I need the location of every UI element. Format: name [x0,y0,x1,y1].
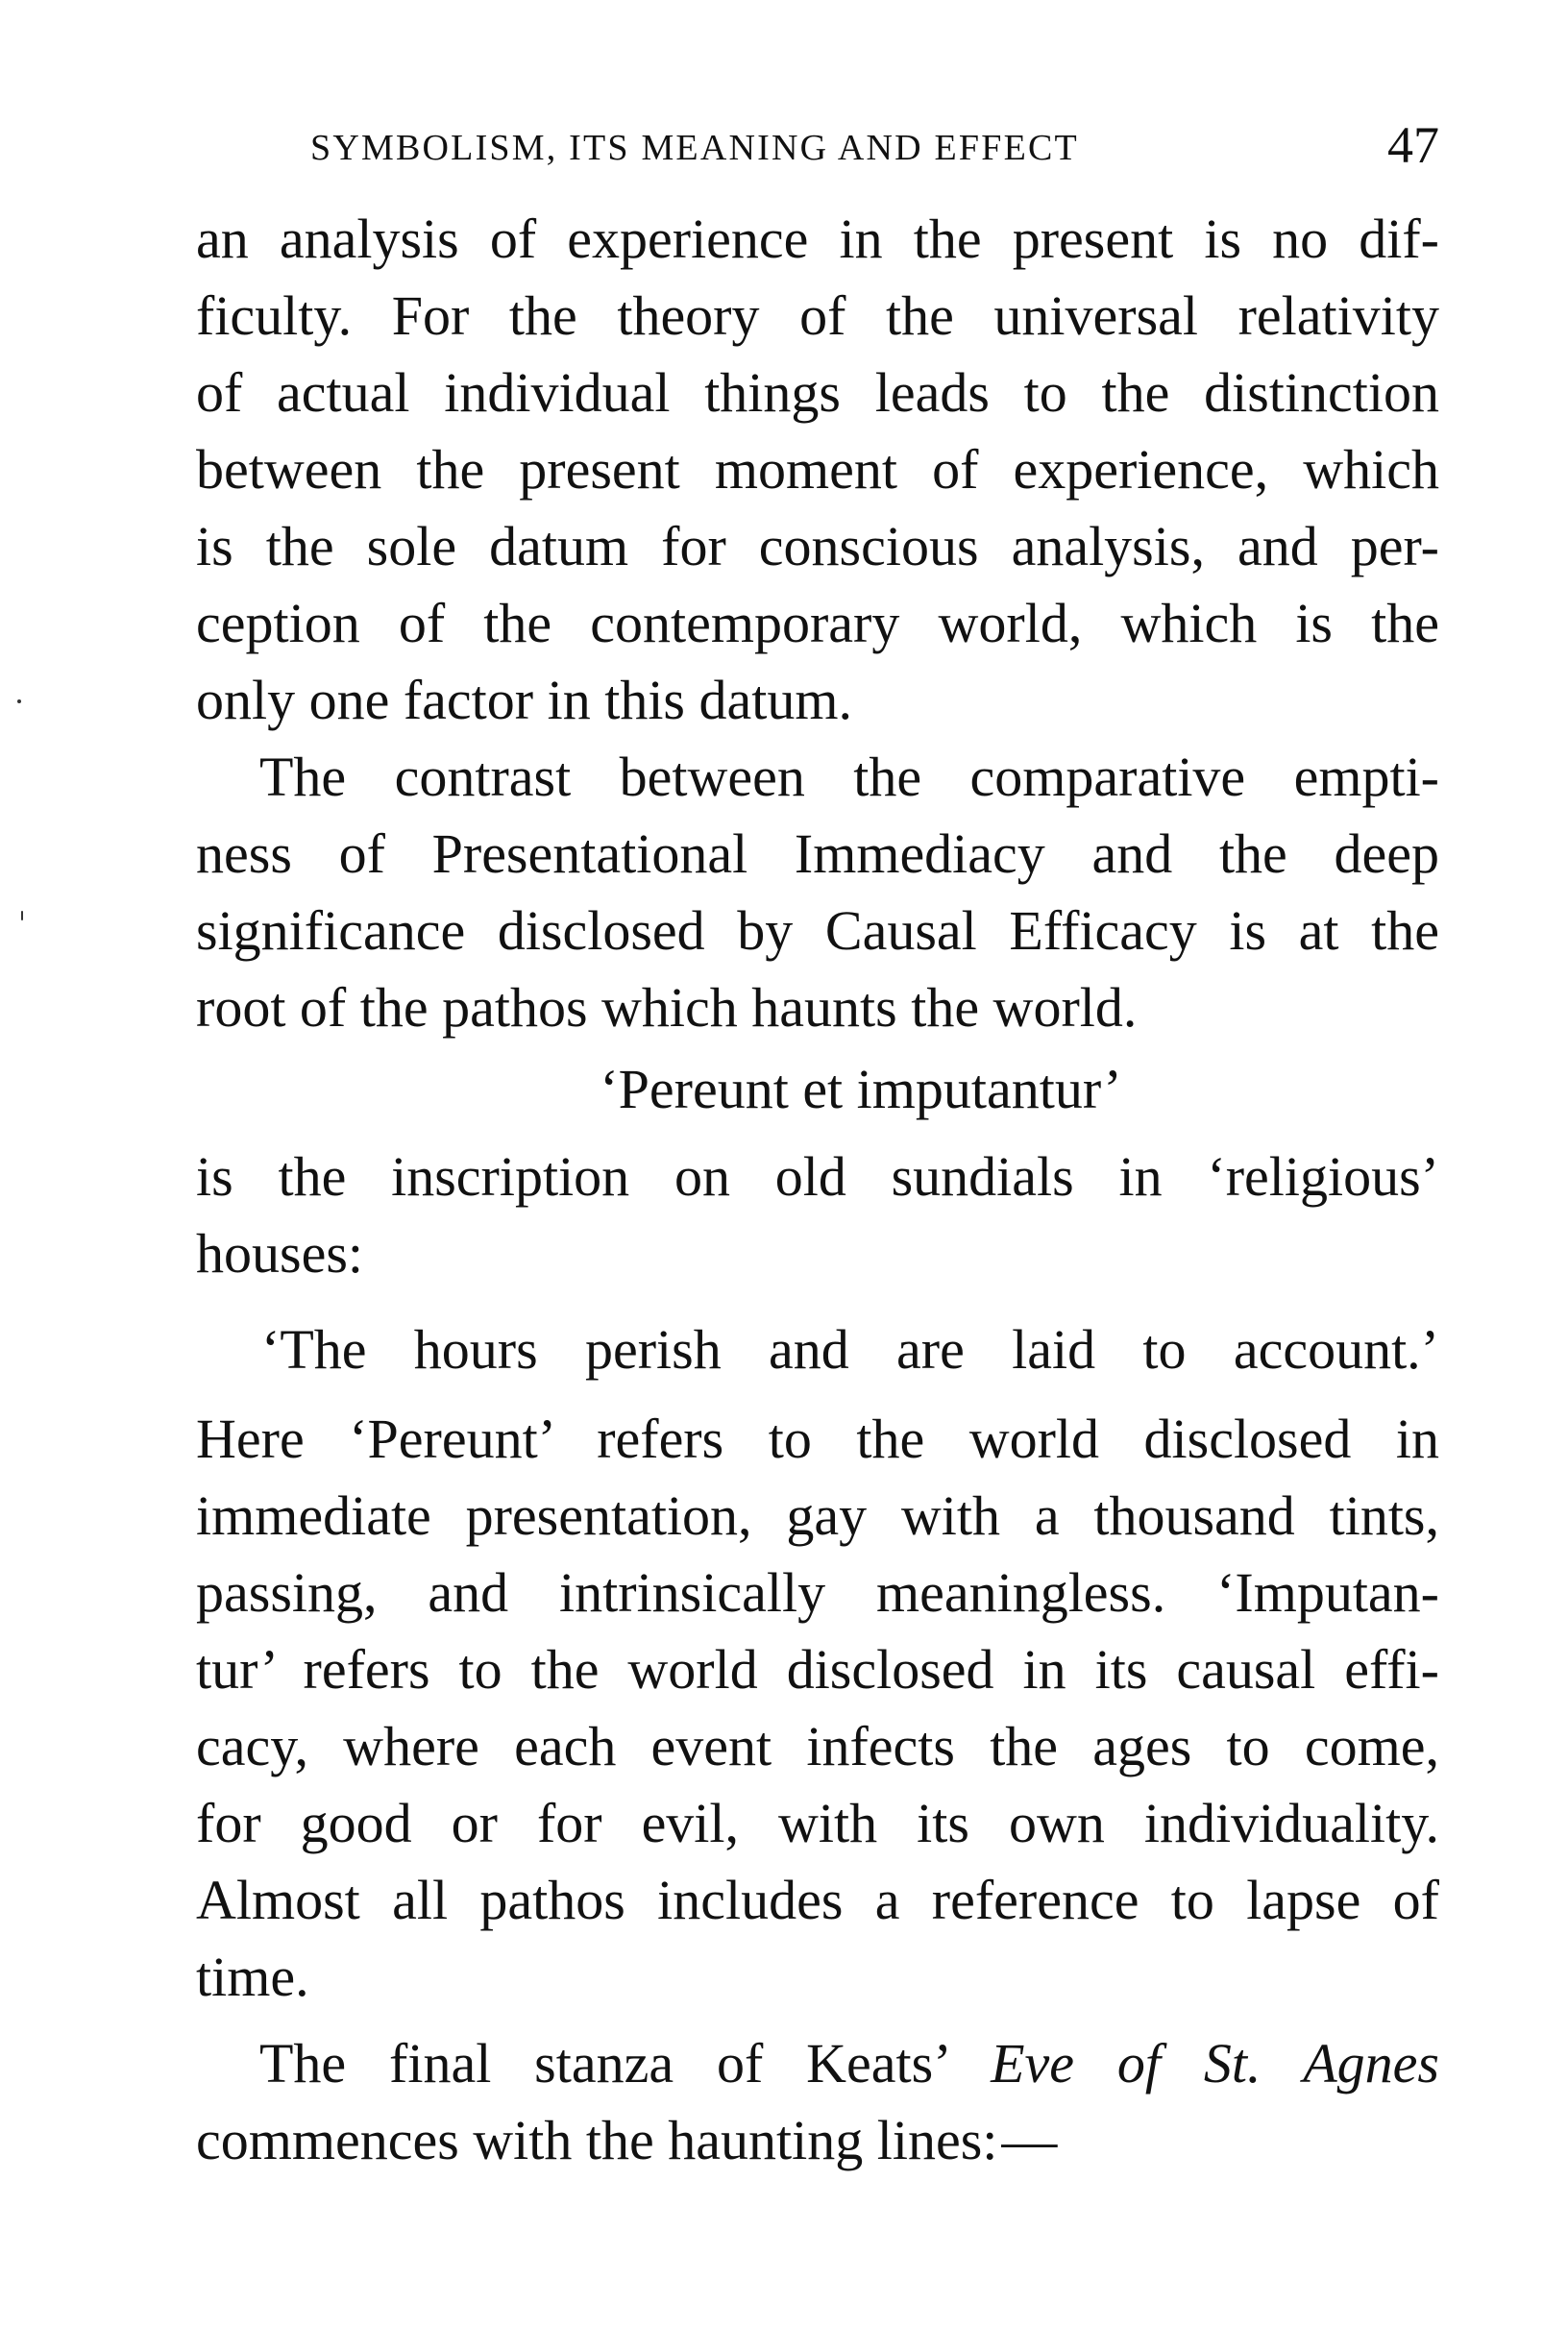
text-line: tur’ refers to the world disclosed in its causal effi- [196,1638,1439,1701]
margin-speck [21,911,23,920]
em-dash: — [1001,2109,1058,2171]
text-line: is the inscription on old sundials in ‘religious’ [196,1145,1439,1208]
text-fragment: commences with the haunting lines: [196,2109,998,2171]
running-head [310,116,1439,181]
text-line: ness of Presentational Immediacy and the deep [196,822,1439,885]
running-title: SYMBOLISM, ITS MEANING AND EFFECT [310,128,1079,168]
text-line: ception of the contemporary world, which is the [196,592,1439,654]
text-line: between the present moment of experience, which [196,438,1439,501]
text-line: of actual individual things leads to the distinction [196,361,1439,424]
text-line: cacy, where each event infects the ages to come, [196,1715,1439,1777]
text-line [196,2102,1439,2179]
text-line: significance disclosed by Causal Efficacy is at the [196,899,1439,962]
margin-speck [17,699,21,703]
text-line: passing, and intrinsically meaningless. ‘Imputan- [196,1561,1439,1624]
page-number: 47 [1387,116,1439,174]
text-line: only one factor in this datum. [196,669,852,731]
text-line: an analysis of experience in the present is no dif- [196,208,1439,270]
text-line: for good or for evil, with its own individuality. [196,1792,1439,1854]
latin-motto: ‘Pereunt et imputantur’ [600,1058,1122,1120]
text-line: ficulty. For the theory of the universal relativity [196,284,1439,347]
text-line: time. [196,1946,309,2008]
text-line: is the sole datum for conscious analysis, and per- [196,515,1439,577]
text-line: root of the pathos which haunts the world. [196,976,1138,1039]
text-line: The contrast between the comparative empti- [259,746,1439,808]
text-line-keats [196,2025,1439,2102]
text-line: Almost all pathos includes a reference to lapse of [196,1869,1439,1931]
text-line: houses: [196,1222,363,1285]
text-line: Here ‘Pereunt’ refers to the world disclosed in [196,1408,1439,1470]
book-title: Eve of St. Agnes [991,2032,1440,2095]
translation-line: ‘The hours perish and are laid to account.’ [261,1318,1439,1381]
text-fragment: The final stanza of Keats’ [259,2032,948,2095]
text-line: immediate presentation, gay with a thousand tints, [196,1484,1439,1547]
